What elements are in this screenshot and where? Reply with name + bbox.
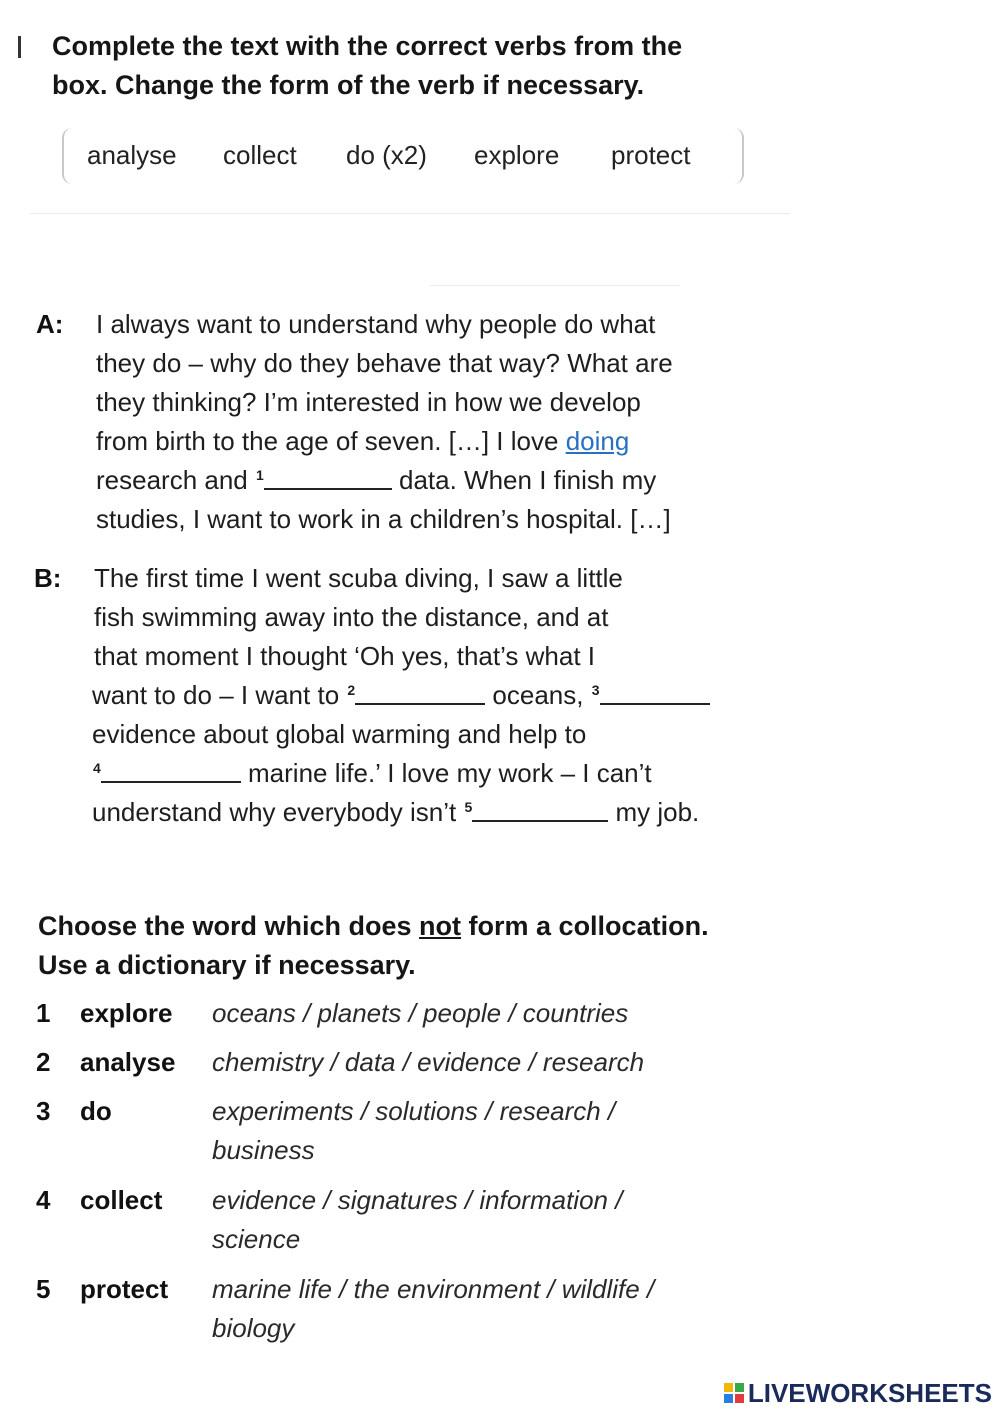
passage-b-line (92, 797, 699, 828)
instruction-text: form a collocation. (461, 911, 709, 941)
brand-icon-square (735, 1394, 744, 1403)
divider (430, 285, 680, 286)
passage-b-line: that moment I thought ‘Oh yes, that’s what I (94, 641, 596, 671)
passage-b-text: oceans, (485, 680, 591, 710)
word-box-item: explore (474, 140, 560, 170)
passage-b-line (92, 758, 652, 789)
brand-icon-square (724, 1383, 733, 1392)
passage-a-line: I always want to understand why people do what (96, 309, 656, 339)
item-options[interactable]: marine life / the environment / wildlife / (212, 1274, 655, 1304)
answer-blank-5[interactable] (472, 800, 608, 822)
speaker-label-b: B: (34, 563, 62, 593)
bullet-mark (18, 36, 21, 58)
passage-b-line: evidence about global warming and help to (92, 719, 587, 749)
item-options-continued[interactable]: business (212, 1135, 315, 1165)
brand-icon-square (735, 1383, 744, 1392)
item-number: 4 (36, 1185, 51, 1215)
item-number: 3 (36, 1096, 51, 1126)
speaker-label-a: A: (36, 309, 64, 339)
gap-number: 5 (464, 799, 473, 815)
gap-number: 3 (591, 682, 600, 698)
passage-b-text: marine life.’ I love my work – I can’t (240, 758, 652, 788)
item-options[interactable]: evidence / signatures / information / (212, 1185, 623, 1215)
item-number: 5 (36, 1274, 51, 1304)
passage-b-text: want to do – I want to (92, 680, 347, 710)
passage-b-line: The first time I went scuba diving, I saw a little (94, 563, 623, 593)
passage-a-line: they thinking? I’m interested in how we develop (96, 387, 641, 417)
instruction-text: Choose the word which does (38, 911, 420, 941)
item-verb: analyse (80, 1047, 176, 1077)
brand-name: LIVEWORKSHEETS (747, 1377, 992, 1408)
exercise1-instruction-line1: Complete the text with the correct verbs from the (52, 31, 683, 61)
gap-number: 4 (93, 760, 101, 776)
item-number: 2 (36, 1047, 51, 1077)
answer-blank-4[interactable] (101, 761, 241, 783)
answer-blank-2[interactable] (355, 683, 485, 705)
item-options[interactable]: experiments / solutions / research / (212, 1096, 616, 1126)
word-box-item: protect (611, 140, 691, 170)
passage-a-line (96, 465, 656, 496)
answer-blank-3[interactable] (600, 683, 710, 705)
item-number: 1 (36, 998, 51, 1028)
item-options-continued[interactable]: science (212, 1224, 301, 1254)
passage-a-line (96, 426, 629, 457)
example-answer: doing (565, 426, 630, 456)
passage-a-line: they do – why do they behave that way? What are (96, 348, 673, 378)
passage-a-line: studies, I want to work in a children’s hospital. […] (96, 504, 671, 534)
word-box-item: collect (223, 140, 297, 170)
item-verb: do (80, 1096, 112, 1126)
word-box-item: do (x2) (346, 140, 427, 170)
passage-a-text: from birth to the age of seven. […] I love (96, 426, 566, 456)
instruction-emphasis: not (419, 911, 462, 941)
item-verb: protect (80, 1274, 169, 1304)
passage-b-text: understand why everybody isn’t (92, 797, 464, 827)
liveworksheets-logo (724, 1378, 992, 1408)
item-verb: collect (80, 1185, 163, 1215)
passage-b-line (92, 680, 710, 711)
item-options[interactable]: chemistry / data / evidence / research (212, 1047, 645, 1077)
item-verb: explore (80, 998, 173, 1028)
item-options[interactable]: oceans / planets / people / countries (212, 998, 629, 1028)
passage-b-text: my job. (608, 797, 700, 827)
exercise2-instruction-line2: Use a dictionary if necessary. (38, 950, 416, 980)
gap-number: 1 (255, 467, 264, 483)
exercise2-instruction-line1 (38, 907, 709, 945)
passage-b-line: fish swimming away into the distance, and at (94, 602, 609, 632)
word-box-item: analyse (87, 140, 177, 170)
brand-icon-square (724, 1394, 733, 1403)
gap-number: 2 (347, 682, 356, 698)
divider (30, 213, 790, 214)
brand-icon (724, 1383, 744, 1403)
passage-a-text: data. When I finish my (391, 465, 657, 495)
answer-blank-1[interactable] (264, 468, 392, 490)
item-options-continued[interactable]: biology (212, 1313, 295, 1343)
exercise1-instruction-line2: box. Change the form of the verb if necessary. (52, 70, 645, 100)
passage-a-text: research and (96, 465, 255, 495)
